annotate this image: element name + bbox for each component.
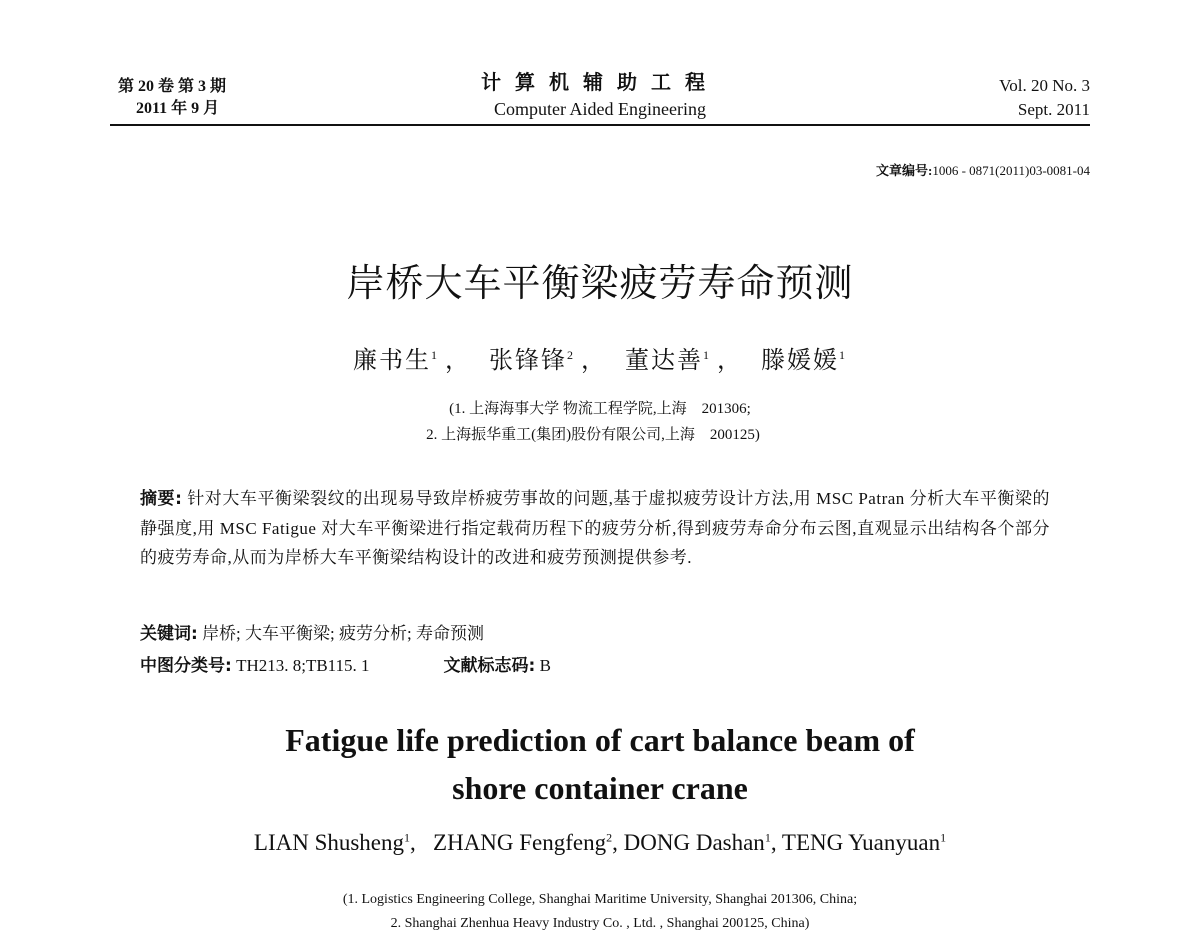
author-name: LIAN Shusheng [253, 830, 405, 855]
author-name: DONG Dashan [623, 830, 765, 855]
abstract-label: 摘要: [140, 489, 183, 509]
paper-title-cn: 岸桥大车平衡梁疲劳寿命预测 [346, 263, 854, 305]
affiliations-cn [0, 396, 1200, 448]
author-separator: ， [581, 348, 607, 374]
author-separator: ， [717, 348, 743, 374]
keywords-text: 岸桥; 大车平衡梁; 疲劳分析; 寿命预测 [197, 624, 484, 643]
volume-issue-en: Vol. 20 No. 3 [999, 76, 1090, 95]
volume-issue-cn: 第 20 卷 第 3 期 [118, 78, 227, 95]
header-rule [110, 124, 1090, 126]
author-affiliation-mark: 2 [567, 348, 575, 362]
paper-title-en [0, 716, 1200, 812]
article-number [876, 160, 1090, 179]
keywords-label: 关键词: [140, 624, 198, 644]
author-name: ZHANG Fengfeng [433, 830, 607, 855]
affiliation-line: (1. Logistics Engineering College, Shanghai Maritime University, Shanghai 201306, China; [342, 892, 858, 907]
affiliation-line: 2. Shanghai Zhenhua Heavy Industry Co. , Ltd. , Shanghai 200125, China) [390, 916, 810, 931]
author-separator: ， [445, 348, 471, 374]
journal-header-right [999, 74, 1090, 122]
paper-title-en-line2: shore container crane [452, 770, 748, 806]
author-separator: , [612, 830, 624, 855]
author-name: TENG Yuanyuan [781, 830, 941, 855]
document-code-value: B [535, 656, 551, 675]
journal-name-en: Computer Aided Engineering [494, 99, 706, 119]
author-affiliation-mark: 2 [606, 830, 613, 845]
article-number-value: 1006 - 0871(2011)03-0081-04 [932, 163, 1090, 178]
author-name: 滕媛媛 [761, 348, 839, 374]
abstract [140, 484, 1050, 572]
author-affiliation-mark: 1 [703, 348, 711, 362]
author-name: 廉书生 [353, 348, 431, 374]
affiliation-line: (1. 上海海事大学 物流工程学院,上海 201306; [449, 401, 751, 417]
article-number-label: 文章编号: [875, 163, 933, 178]
journal-name-cn: 计算机辅助工程 [481, 72, 719, 94]
affiliations-en [0, 888, 1200, 936]
author-affiliation-mark: 1 [431, 348, 439, 362]
date-en: Sept. 2011 [1017, 100, 1090, 119]
author-list-cn [0, 340, 1200, 375]
author-name: 董达善 [625, 348, 703, 374]
document-code-label: 文献标志码: [443, 656, 536, 676]
clc-label: 中图分类号: [140, 656, 232, 676]
author-list-en [0, 830, 1200, 856]
author-separator: , [770, 830, 782, 855]
affiliation-line: 2. 上海振华重工(集团)股份有限公司,上海 200125) [426, 427, 760, 443]
author-affiliation-mark: 1 [404, 830, 411, 845]
clc-value: TH213. 8;TB115. 1 [231, 656, 370, 675]
author-affiliation-mark: 1 [940, 830, 947, 845]
paper-title-en-line1: Fatigue life prediction of cart balance beam of [285, 722, 915, 758]
author-separator: , [410, 830, 434, 855]
author-affiliation-mark: 1 [839, 348, 847, 362]
author-name: 张锋锋 [489, 348, 567, 374]
classification [140, 652, 551, 680]
date-cn: 2011 年 9 月 [136, 100, 220, 117]
author-affiliation-mark: 1 [764, 830, 771, 845]
keywords [140, 620, 484, 648]
abstract-text: 针对大车平衡梁裂纹的出现易导致岸桥疲劳事故的问题,基于虚拟疲劳设计方法,用 MSC Patran 分析大车平衡梁的静强度,用 MSC Fatigue 对大车平衡梁进行指定载荷历程下的疲劳分析,得到疲劳寿命分布云图,直观显示出结构各个部分的疲劳寿命,从而为岸桥大车平衡梁结构设计的改进和疲劳预测提供参考. [140, 489, 1050, 567]
